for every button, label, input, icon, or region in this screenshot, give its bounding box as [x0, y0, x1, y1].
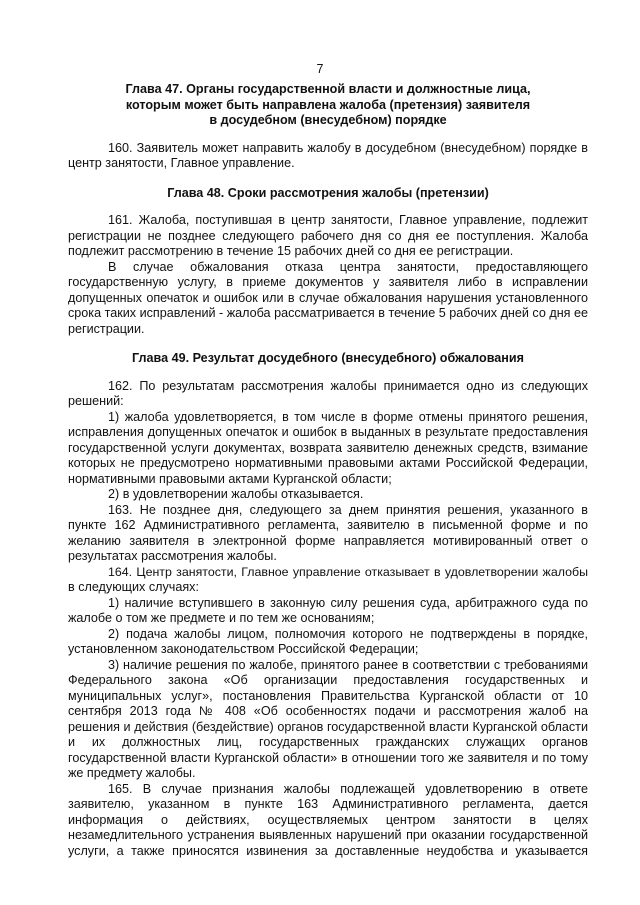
text-line: 160. Заявитель может направить жалобу в досудебном (внесудебном) порядке в	[108, 140, 588, 155]
text-line: 162. По результатам рассмотрения жалобы принимается одно из следующих	[108, 378, 588, 393]
chapter-47-heading	[68, 82, 588, 129]
text-line: 3) наличие решения по жалобе, принятого ранее в соответствии с требованиями	[108, 657, 588, 672]
text-line: центр занятости, Главное управление.	[68, 156, 295, 170]
text-line: же предмету жалобы.	[68, 766, 196, 780]
heading-line: Глава 48. Сроки рассмотрения жалобы (претензии)	[167, 185, 489, 200]
paragraph-165	[68, 782, 588, 860]
text-line: 1) наличие вступившего в законную силу решения суда, арбитражного суда по	[108, 595, 588, 610]
text-line: информация о действиях, осуществляемых центром занятости в целях	[68, 812, 588, 827]
text-line: государственной власти Курганской области» в отношении того же заявителя и по тому	[68, 750, 588, 765]
paragraph-161	[68, 213, 588, 260]
text-line: 163. Не позднее дня, следующего за днем принятия решения, указанного в	[108, 502, 588, 517]
text-line: 164. Центр занятости, Главное управление отказывает в удовлетворении жалобы	[108, 564, 588, 579]
text-line: государственную услугу, в приеме документов у заявителя либо в исправлении	[68, 275, 588, 289]
text-line: сентября 2013 года № 408 «Об особенностях подачи и рассмотрения жалоб на	[68, 704, 588, 718]
text-line: регистрации.	[68, 321, 145, 336]
paragraph-164	[68, 565, 588, 596]
paragraph-162-item-1	[68, 410, 588, 488]
text-line: срока таких исправлений - жалоба рассматривается в течение 5 рабочих дней со дня ее	[68, 306, 588, 320]
text-line: 165. В случае признания жалобы подлежащей удовлетворению в ответе	[108, 781, 588, 796]
paragraph-164-item-2	[68, 627, 588, 658]
text-line: Федерального закона «Об организации предоставления государственных и	[68, 673, 588, 687]
text-line: желанию заявителя в электронной форме направляется мотивированный ответ о	[68, 533, 588, 548]
text-line: государственной услуги документах, возврата заявителю денежных средств, взимание	[68, 440, 588, 455]
text-line: допущенных опечаток и ошибок или в случае обжалования нарушения установленного	[68, 290, 588, 305]
text-line: 2) в удовлетворении жалобы отказывается.	[108, 487, 364, 501]
text-line: решений:	[68, 394, 124, 408]
paragraph-162-item-2	[68, 487, 588, 503]
heading-line: Глава 49. Результат досудебного (внесудебного) обжалования	[132, 351, 524, 365]
chapter-48-heading	[68, 186, 588, 202]
heading-line: Глава 47. Органы государственной власти и должностные лица,	[125, 82, 531, 96]
paragraph-164-item-3	[68, 658, 588, 782]
text-line: муниципальных услуг», постановления Правительства Курганской области от 10	[68, 688, 588, 703]
text-line: 161. Жалоба, поступившая в центр занятости, Главное управление, подлежит	[108, 213, 588, 227]
text-line: 2) подача жалобы лицом, полномочия которого не подтверждены в порядке,	[108, 626, 588, 641]
text-line: которых не предусмотрено нормативными правовыми актами Российской Федерации,	[68, 456, 588, 470]
text-line: регистрации не позднее следующего рабочего дня со дня ее поступления. Жалоба	[68, 228, 588, 243]
text-line: в следующих случаях:	[68, 580, 199, 594]
paragraph-161-continued	[68, 260, 588, 338]
text-line: исправления допущенных опечаток и ошибок в выданных в результате предоставления	[68, 425, 588, 439]
heading-line: которым может быть направлена жалоба (претензия) заявителя	[125, 97, 531, 112]
text-line: результатах рассмотрения жалобы.	[68, 549, 277, 563]
paragraph-160	[68, 141, 588, 172]
text-line: заявителю, указанном в пункте 163 Административного регламента, дается	[68, 797, 588, 811]
page-number: 7	[316, 62, 324, 76]
text-line: и их должностных лиц, государственных гражданских служащих органов	[68, 735, 588, 749]
text-line: незамедлительного устранения выявленных нарушений при оказании государственной	[68, 828, 588, 842]
text-line: В случае обжалования отказа центра занятости, предоставляющего	[108, 259, 588, 274]
text-line: жалобе о том же предмете и по тем же основаниям;	[68, 611, 375, 625]
text-line: подлежит рассмотрению в течение 15 рабочих дней со дня ее регистрации.	[68, 244, 514, 258]
text-line: 1) жалоба удовлетворяется, в том числе в форме отмены принятого решения,	[108, 409, 588, 424]
paragraph-162	[68, 379, 588, 410]
paragraph-164-item-1	[68, 596, 588, 627]
text-line: нормативными правовыми актами Курганской области;	[68, 471, 392, 486]
text-line: услуги, а также приносятся извинения за доставленные неудобства и указывается	[68, 843, 588, 858]
chapter-49-heading	[68, 351, 588, 367]
text-line: решения и действия (бездействие) органов государственной власти Курганской области	[68, 719, 588, 734]
text-line: установленном законодательством Российской Федерации;	[68, 642, 419, 656]
heading-line: в досудебном (внесудебном) порядке	[209, 113, 447, 127]
text-line: пункте 162 Административного регламента, заявителю в письменной форме и по	[68, 518, 588, 532]
paragraph-163	[68, 503, 588, 565]
document-body	[68, 82, 588, 859]
